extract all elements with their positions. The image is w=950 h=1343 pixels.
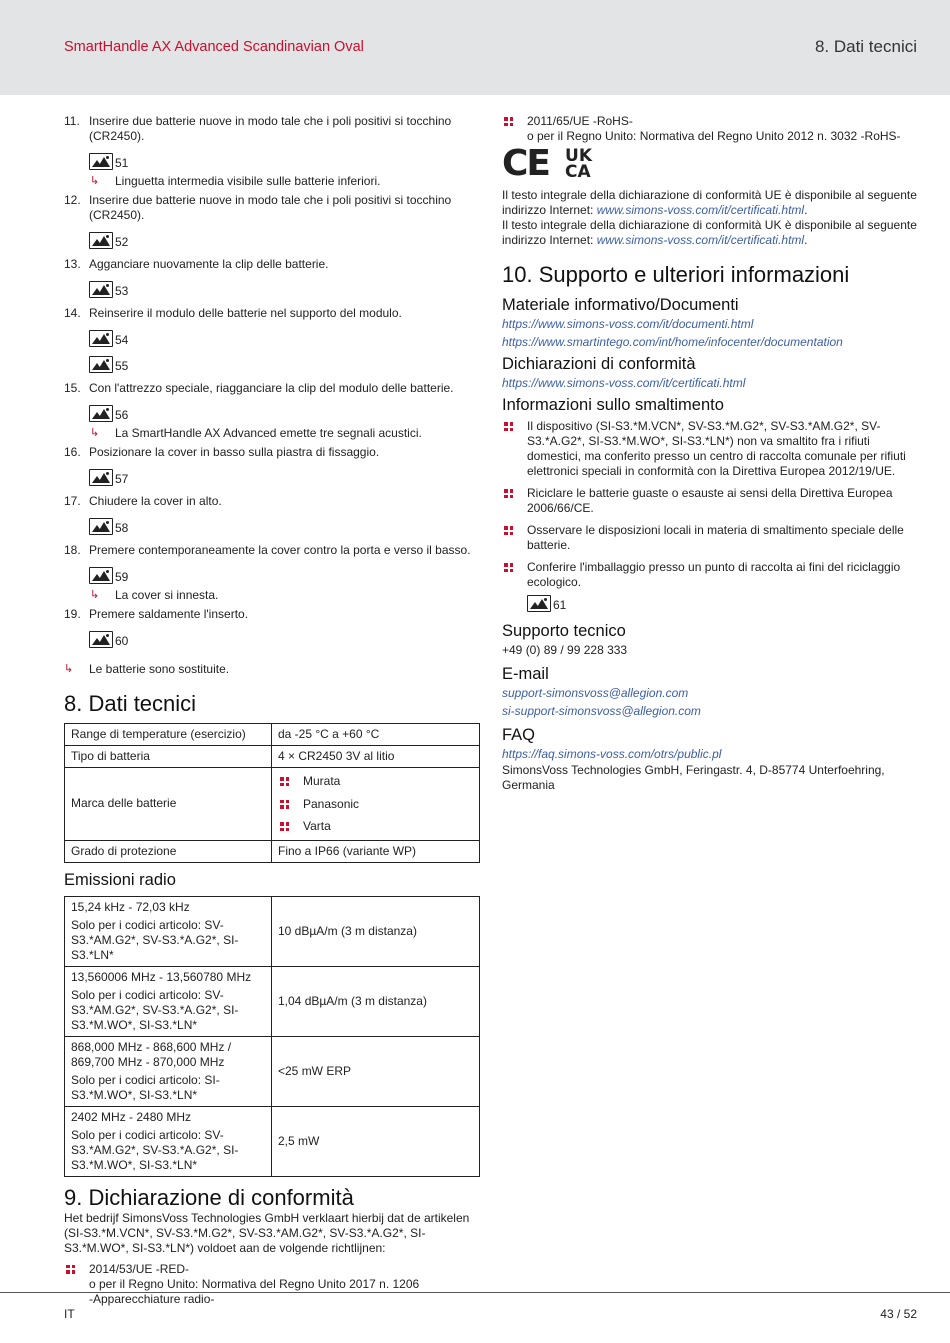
table-row [65,966,480,1036]
list-item: Murata [278,770,473,793]
figure-ref: 56 [89,400,480,422]
red-square-bullet-icon [66,1265,75,1274]
step-item [64,494,480,509]
page-number: 43 / 52 [880,1307,917,1321]
tech-table [64,723,480,863]
email-heading: E-mail [502,665,549,683]
list-item: Riciclare le batterie guaste o esauste ai sensi della Direttiva Europea 2006/66/CE. [502,486,918,516]
table-row: Tipo di batteria 4 × CR2450 3V al litio [65,746,480,768]
article-note: Solo per i codici articolo: SI-S3.*M.WO*, SI-S3.*LN* [71,1072,220,1102]
image-placeholder-icon [527,595,551,612]
image-placeholder-icon [89,330,113,347]
red-square-bullet-icon [504,563,513,572]
step-item [64,381,480,396]
result-arrow-icon: ↳ [90,427,100,439]
tech-heading: 8. Dati tecnici [64,691,197,716]
materials-heading: Materiale informativo/Documenti [502,296,739,314]
table-row [65,1036,480,1106]
frequency-range: 2402 MHz - 2480 MHz [71,1109,192,1124]
step-item [64,543,480,558]
disposal-list [502,419,918,590]
section-title: 8. Dati tecnici [814,37,917,56]
image-placeholder-icon [89,469,113,486]
red-square-bullet-icon [280,777,289,786]
result-arrow-icon: ↳ [64,663,74,675]
emission-value: <25 mW ERP [272,1036,480,1106]
frequency-range: 15,24 kHz - 72,03 kHz [71,899,190,914]
article-note: Solo per i codici articolo: SV-S3.*AM.G2*, SV-S3.*A.G2*, SI-S3.*LN* [71,917,239,962]
faq-link[interactable]: https://faq.simons-voss.com/otrs/public.pl [502,747,722,761]
red-square-bullet-icon [504,489,513,498]
smartintego-documentation-link[interactable]: https://www.smartintego.com/int/home/infocenter/documentation [502,335,843,349]
frequency-range: 13,560006 MHz - 13,560780 MHz [71,969,252,984]
table-row [65,896,480,966]
list-item: 2014/53/UE -RED- o per il Regno Unito: Normativa del Regno Unito 2017 n. 1206 -Apparecchiature radio- [64,1262,480,1307]
red-square-bullet-icon [280,800,289,809]
step-result: ↳ Linguetta intermedia visibile sulle batterie inferiori. [90,174,381,188]
step-text: Agganciare nuovamente la clip delle batterie. [89,257,329,271]
battery-brand-list [278,770,473,838]
list-item: Conferire l'imballaggio presso un punto di raccolta ai fini del riciclaggio ecologico. [502,560,918,590]
figure-ref: 53 [89,276,480,298]
figure-ref: 60 [89,626,480,648]
step-result: ↳ La SmartHandle AX Advanced emette tre segnali acustici. [90,426,422,440]
certificates-link[interactable]: https://www.simons-voss.com/it/certificati.html [502,376,746,390]
tech-support-heading: Supporto tecnico [502,622,626,640]
step-item [64,114,480,144]
emission-value: 10 dBµA/m (3 m distanza) [272,896,480,966]
frequency-range: 868,000 MHz - 868,600 MHz / 869,700 MHz - 870,000 MHz [71,1039,232,1069]
step-item [64,607,480,622]
figure-ref: 61 [527,590,918,612]
step-number: 19. [64,607,81,621]
faq-heading: FAQ [502,726,536,744]
support-phone: +49 (0) 89 / 99 228 333 [502,643,628,657]
table-row: Range di temperature (esercizio) da -25 °C a +60 °C [65,724,480,746]
page-footer [0,1292,950,1321]
language-code: IT [64,1307,75,1321]
step-text: Con l'attrezzo speciale, riagganciare la clip del modulo delle batterie. [89,381,454,395]
step-text: Chiudere la cover in alto. [89,494,222,508]
table-row [65,1106,480,1176]
step-text: Premere contemporaneamente la cover contro la porta e verso il basso. [89,543,471,557]
support-email-link[interactable]: support-simonsvoss@allegion.com [502,686,689,700]
step-number: 13. [64,257,81,271]
final-result: ↳ Le batterie sono sostituite. [64,662,230,676]
conformity-heading: 9. Dichiarazione di conformità [64,1184,354,1210]
directive-list [64,1262,480,1307]
article-note: Solo per i codici articolo: SV-S3.*AM.G2*, SV-S3.*A.G2*, SI-S3.*M.WO*, SI-S3.*LN* [71,1127,239,1172]
image-placeholder-icon [89,281,113,298]
image-placeholder-icon [89,567,113,584]
list-item: Panasonic [278,793,473,816]
emission-value: 1,04 dBµA/m (3 m distanza) [272,966,480,1036]
step-item [64,445,480,460]
list-item: 2011/65/UE -RoHS- o per il Regno Unito: Normativa del Regno Unito 2012 n. 3032 -RoHS- [502,114,918,144]
rohs-list [502,114,918,144]
step-text: Posizionare la cover in basso sulla piastra di fissaggio. [89,445,380,459]
red-square-bullet-icon [504,117,513,126]
conformity-marks [502,144,918,184]
step-number: 14. [64,306,81,320]
ukca-mark-icon: UK CA [565,146,592,182]
image-placeholder-icon [89,232,113,249]
figure-ref: 55 [89,351,480,373]
conformity-intro: Het bedrijf SimonsVoss Technologies GmbH verklaart hierbij dat de artikelen (SI-S3.*M.VCN*, SV-S3.*M.G2*, SV-S3.*AM.G2*, SV-S3.*A.G2*, SI-S3.*M.WO*, SI-S3.*LN*) voldoet aan de volgende richtlijnen: [64,1210,470,1255]
figure-ref: 57 [89,464,480,486]
red-square-bullet-icon [280,822,289,831]
step-number: 11. [64,114,80,128]
support-heading: 10. Supporto e ulteriori informazioni [502,262,850,287]
image-placeholder-icon [89,631,113,648]
step-number: 18. [64,543,81,557]
step-number: 15. [64,381,81,395]
step-text: Reinserire il modulo delle batterie nel supporto del modulo. [89,306,402,320]
image-placeholder-icon [89,405,113,422]
result-arrow-icon: ↳ [90,175,100,187]
steps-list [64,114,480,656]
step-number: 16. [64,445,81,459]
step-text: Premere saldamente l'inserto. [89,607,249,621]
step-number: 17. [64,494,81,508]
figure-ref: 51 [89,148,480,170]
radio-table [64,896,480,1177]
radio-heading: Emissioni radio [64,870,176,889]
list-item: Il dispositivo (SI-S3.*M.VCN*, SV-S3.*M.G2*, SV-S3.*AM.G2*, SV-S3.*A.G2*, SI-S3.*M.WO*, SI-S3.*LN*) non va smaltito fra i rifiuti domestici, ma conferito presso un centro di raccolta comunale per rifiuti elettronici speciali in conformità con la Direttiva Europea 2012/19/UE. [502,419,918,479]
page-header [0,0,950,95]
left-column [64,114,480,1307]
step-text: Inserire due batterie nuove in modo tale che i poli positivi si tocchino (CR2450). [89,114,452,143]
uk-declaration-text: Il testo integrale della dichiarazione di conformità UK è disponibile al seguente indirizzo Internet: www.simons-voss.com/it/certificati.html. [502,218,917,247]
eu-declaration-text: Il testo integrale della dichiarazione di conformità UE è disponibile al seguente indirizzo Internet: www.simons-voss.com/it/certificati.html. [502,188,917,217]
ce-mark-icon: CE [502,143,550,184]
company-address: SimonsVoss Technologies GmbH, Feringastr. 4, D-85774 Unterfoehring, Germania [502,763,885,792]
image-placeholder-icon [89,153,113,170]
step-number: 12. [64,193,81,207]
list-item: Osservare le disposizioni locali in materia di smaltimento speciale delle batterie. [502,523,918,553]
step-item [64,193,480,223]
declarations-heading: Dichiarazioni di conformità [502,355,696,373]
figure-ref: 59 [89,562,480,584]
eu-certificates-link[interactable]: www.simons-voss.com/it/certificati.html [596,203,805,217]
document-title: SmartHandle AX Advanced Scandinavian Oval [64,39,364,55]
list-item: Varta [278,815,473,838]
table-row: Marca delle batterie Murata Panasonic Varta [65,768,480,841]
si-support-email-link[interactable]: si-support-simonsvoss@allegion.com [502,704,701,718]
figure-ref: 54 [89,325,480,347]
image-placeholder-icon [89,356,113,373]
step-item [64,306,480,321]
result-arrow-icon: ↳ [90,589,100,601]
figure-ref: 58 [89,513,480,535]
disposal-heading: Informazioni sullo smaltimento [502,396,724,414]
article-note: Solo per i codici articolo: SV-S3.*AM.G2*, SV-S3.*A.G2*, SI-S3.*M.WO*, SI-S3.*LN* [71,987,239,1032]
right-column [502,114,918,793]
red-square-bullet-icon [504,526,513,535]
documents-link[interactable]: https://www.simons-voss.com/it/documenti.html [502,317,754,331]
figure-ref: 52 [89,227,480,249]
red-square-bullet-icon [504,422,513,431]
table-row: Grado di protezione Fino a IP66 (variante WP) [65,840,480,862]
uk-certificates-link[interactable]: www.simons-voss.com/it/certificati.html [596,233,805,247]
emission-value: 2,5 mW [272,1106,480,1176]
image-placeholder-icon [89,518,113,535]
step-text: Inserire due batterie nuove in modo tale che i poli positivi si tocchino (CR2450). [89,193,452,222]
step-item [64,257,480,272]
step-result: ↳ La cover si innesta. [90,588,219,602]
